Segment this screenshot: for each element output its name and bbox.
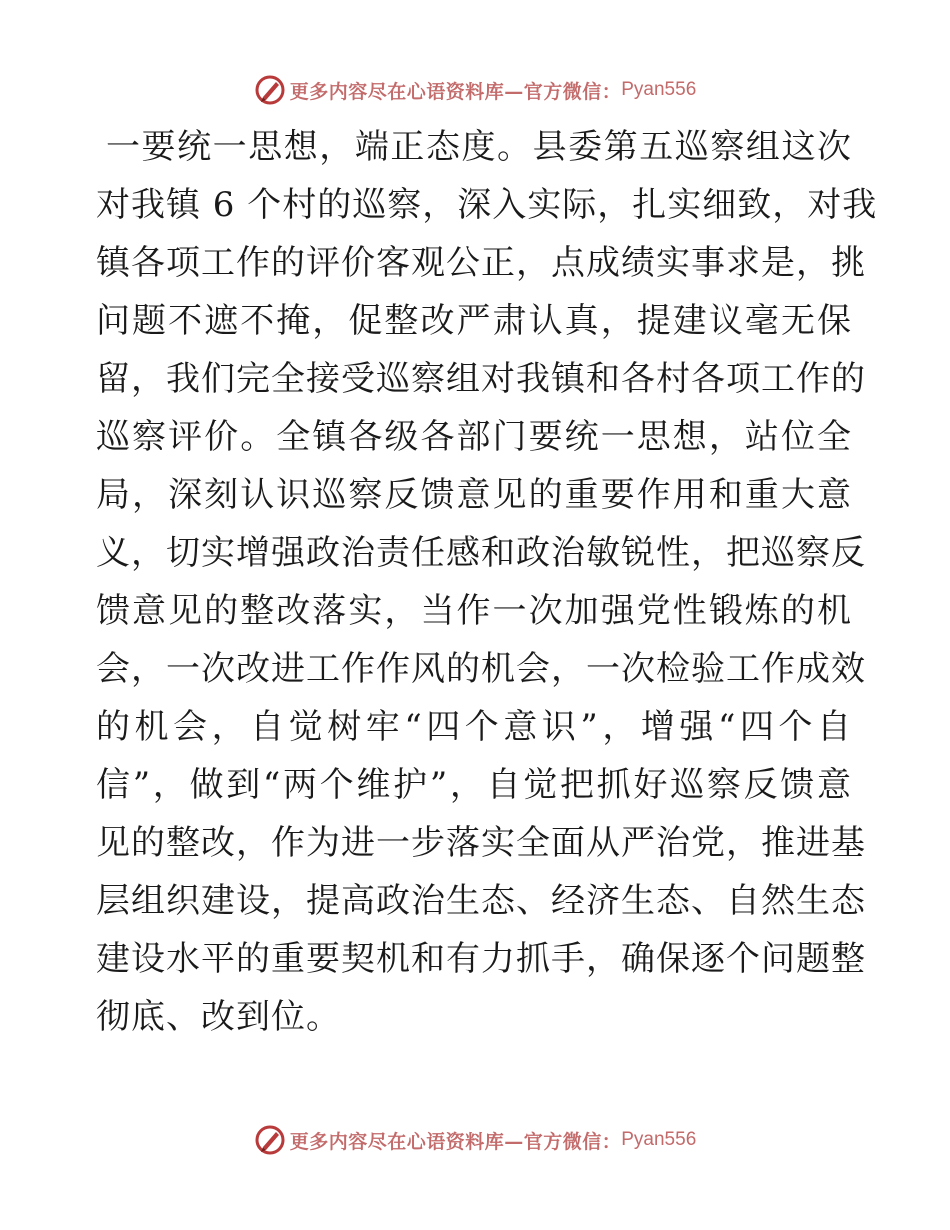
body-line: 会，一次改进工作作风的机会，一次检验工作成效: [96, 649, 866, 689]
body-line: 局，深刻认识巡察反馈意见的重要作用和重大意: [96, 475, 852, 515]
body-line: 巡察评价。全镇各级各部门要统一思想，站位全: [96, 417, 852, 457]
body-line: 镇各项工作的评价客观公正，点成绩实事求是，挑: [96, 243, 866, 283]
footer-watermark-banner: [0, 1122, 950, 1158]
document-body: [96, 118, 878, 1046]
body-line: 馈意见的整改落实，当作一次加强党性锻炼的机: [96, 591, 852, 631]
wechat-id: Pyan556: [621, 79, 697, 100]
body-line: 留，我们完全接受巡察组对我镇和各村各项工作的: [96, 359, 866, 399]
body-line: 彻底、改到位。: [96, 997, 341, 1037]
body-line: 建设水平的重要契机和有力抓手，确保逐个问题整: [96, 939, 866, 979]
body-line: 的机会，自觉树牢“四个意识”，增强“四个自: [96, 707, 852, 747]
body-line: 一要统一思想，端正态度。县委第五巡察组这次: [106, 127, 852, 167]
body-line: 见的整改，作为进一步落实全面从严治党，推进基: [96, 823, 866, 863]
header-watermark-banner: [0, 72, 950, 108]
body-line: 层组织建设，提高政治生态、经济生态、自然生态: [96, 881, 866, 921]
body-line: 问题不遮不掩，促整改严肃认真，提建议毫无保: [96, 301, 852, 341]
body-line: 对我镇 6 个村的巡察，深入实际，扎实细致，对我: [96, 185, 878, 225]
watermark-text: 更多内容尽在心语资料库—官方微信：: [289, 80, 622, 103]
pen-logo-icon: [254, 1124, 286, 1156]
watermark-text: 更多内容尽在心语资料库—官方微信：: [289, 1130, 622, 1153]
wechat-id: Pyan556: [621, 1129, 697, 1150]
body-line: 义，切实增强政治责任感和政治敏锐性，把巡察反: [96, 533, 866, 573]
pen-logo-icon: [254, 74, 286, 106]
body-line: 信”，做到“两个维护”，自觉把抓好巡察反馈意: [96, 765, 852, 805]
